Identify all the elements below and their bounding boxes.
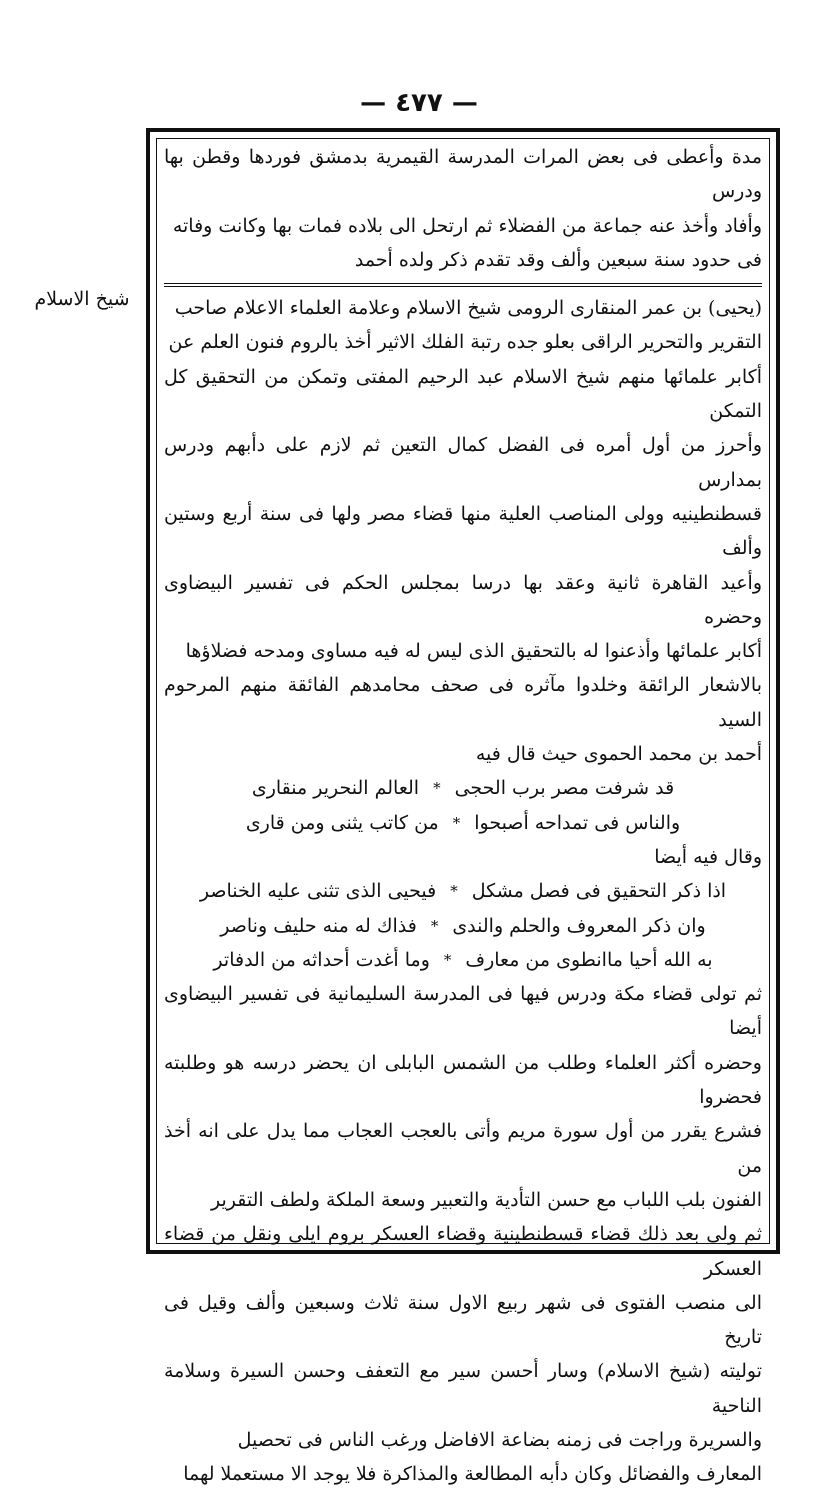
text-line: الى منصب الفتوى فى شهر ربيع الاول سنة ثلاث وسبعين وألف وقيل فى تاريخ (164, 1291, 762, 1349)
verse-hemistich: وما أغدت أحداثه من الدفاتر (213, 948, 430, 971)
verse-hemistich: قد شرفت مصر برب الحجى (454, 777, 675, 800)
text-line: والسريرة وراجت فى زمنه بضاعة الافاضل ورغب الناس فى تحصيل (237, 1428, 762, 1451)
verse-hemistich: فذاك له منه حليف وناصر (220, 914, 417, 937)
verse-hemistich: به الله أحيا ماانطوى من معارف (465, 948, 713, 971)
text-line: مدة وأعطى فى بعض المرات المدرسة القيمرية بدمشق فوردها وقطن بها ودرس (164, 146, 762, 203)
verse-line (164, 806, 762, 840)
text-line: أكابر علمائها منهم شيخ الاسلام عبد الرحيم المفتى وتمكن من التحقيق كل التمكن (164, 365, 762, 423)
text-line: التقرير والتحرير الراقى بعلو جده رتبة الفلك الاثير أخذ بالروم فنون العلم عن (168, 331, 762, 354)
verse-line (164, 943, 762, 977)
page-frame (146, 128, 780, 1486)
page-number: — ٤٧٧ — (360, 88, 478, 118)
text-line: وأعيد القاهرة ثانية وعقد بها درسا بمجلس الحكم فى تفسير البيضاوى وحضره (164, 571, 762, 628)
verse-hemistich: من كاتب يثنى ومن قارى (245, 811, 439, 834)
text-line: فى حدود سنة سبعين وألف وقد تقدم ذكر ولده أحمد (354, 248, 762, 271)
verse-hemistich: والناس فى تمداحه أصبحوا (474, 811, 681, 834)
text-line: أحمد بن محمد الحموى حيث قال فيه (475, 743, 762, 766)
text-line: وحضره أكثر العلماء وطلب من الشمس البابلى ان يحضر درسه هو وطلبته فحضروا (164, 1051, 762, 1109)
verse-hemistich: وان ذكر المعروف والحلم والندى (452, 914, 706, 937)
text-line: ثم تولى قضاء مكة ودرس فيها فى المدرسة السليمانية فى تفسير البيضاوى أيضا (164, 983, 762, 1040)
verse-hemistich: اذا ذكر التحقيق فى فصل مشكل (471, 880, 727, 903)
body-text (164, 140, 762, 1486)
verse-separator: * (433, 779, 441, 798)
text-line: وأفاد وأخذ عنه جماعة من الفضلاء ثم ارتحل الى بلاده فمات بها وكانت وفاته (172, 214, 762, 237)
verse-separator: * (430, 916, 439, 935)
verse-separator: * (452, 813, 461, 832)
text-line: أكابر علمائها وأذعنوا له بالتحقيق الذى ليس له فيه مساوى ومدحه فضلاؤها (185, 640, 762, 663)
verse-separator: * (450, 882, 458, 901)
verse-line (164, 771, 762, 805)
text-line: توليته (شيخ الاسلام) وسار أحسن سير مع التعفف وحسن السيرة وسلامة الناحية (164, 1360, 762, 1417)
text-line: فشرع يقرر من أول سورة مريم وأتى بالعجب العجاب مما يدل على انه أخذ من (164, 1120, 762, 1177)
text-line: وقال فيه أيضا (654, 845, 762, 868)
text-line: الفنون بلب اللباب مع حسن التأدية والتعبير وسعة الملكة ولطف التقرير (211, 1188, 762, 1211)
margin-note: شيخ الاسلام (34, 288, 130, 310)
verse-hemistich: العالم النحرير منقارى (251, 777, 420, 800)
section-separator (164, 283, 762, 287)
verse-hemistich: فيحيى الذى تثنى عليه الخناصر (199, 880, 437, 903)
text-line: ثم ولى بعد ذلك قضاء قسطنطينية وقضاء العسكر بروم ايلى ونقل من قضاء العسكر (164, 1223, 762, 1280)
verse-separator: * (443, 950, 452, 969)
text-line: وأحرز من أول أمره فى الفضل كمال التعين ثم لازم على دأبهم ودرس بمدارس (164, 434, 762, 491)
text-line: المعارف والفضائل وكان دأبه المطالعة والمذاكرة فلا يوجد الا مستعملا لهما (183, 1463, 762, 1486)
text-line: بالاشعار الرائقة وخلدوا مآثره فى صحف محامدهم الفائقة منهم المرحوم السيد (164, 674, 762, 731)
text-line: (يحيى) بن عمر المنقارى الرومى شيخ الاسلام وعلامة العلماء الاعلام صاحب (174, 297, 762, 320)
text-line: قسطنطينيه وولى المناصب العلية منها قضاء مصر ولها فى سنة أربع وستين وألف (164, 502, 762, 560)
verse-line (164, 874, 762, 908)
verse-line (164, 909, 762, 943)
